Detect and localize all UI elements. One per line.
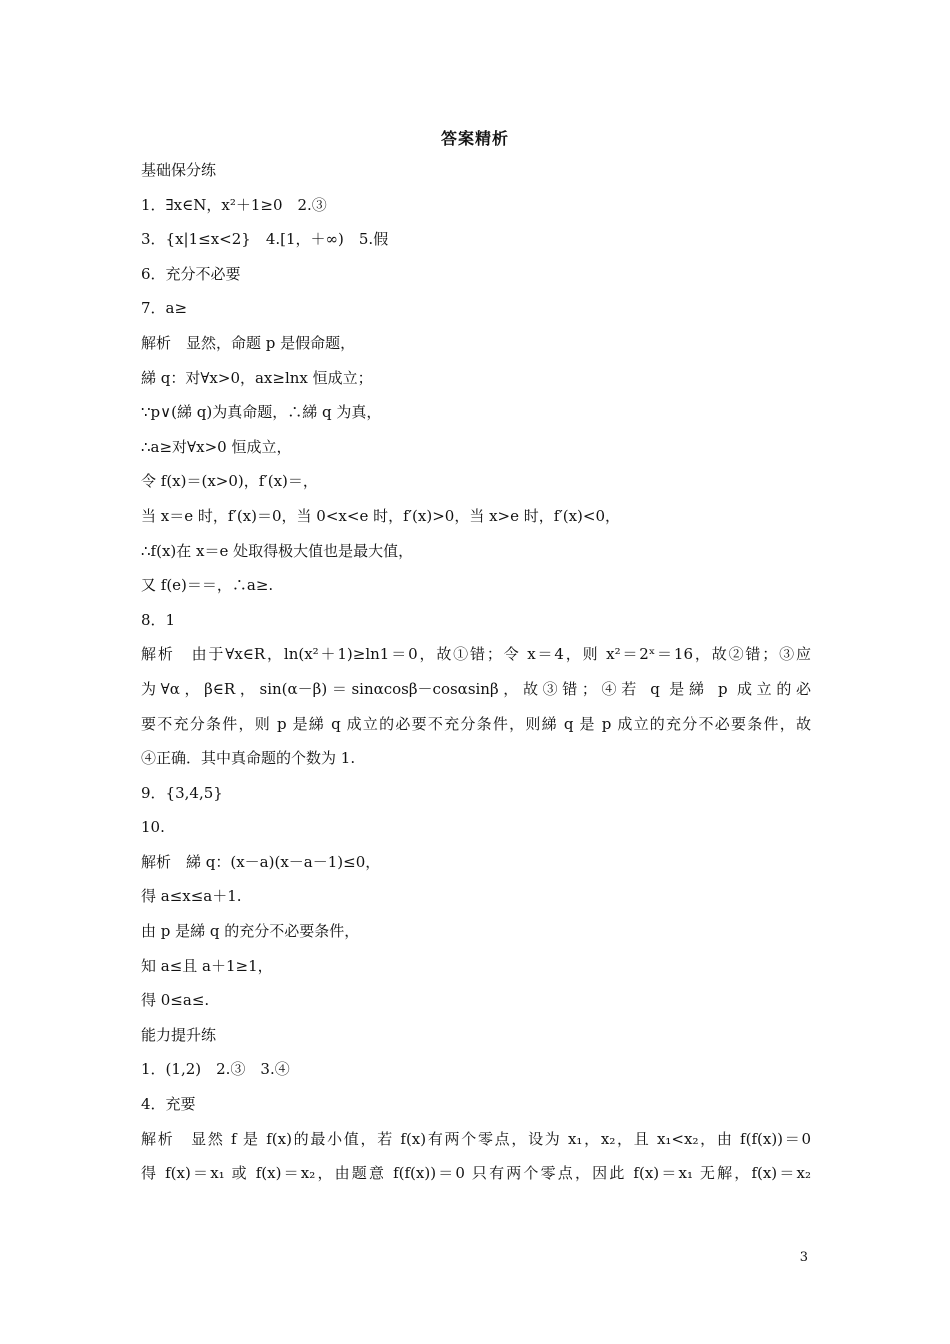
text-line: 基础保分练: [141, 161, 217, 179]
text-line: 得 0≤a≤.: [141, 991, 210, 1010]
text-line: 又 f(e)＝＝，∴a≥.: [141, 576, 274, 595]
page-title: 答案精析: [440, 129, 509, 148]
text-line: 7．a≥: [141, 299, 188, 318]
text-line: 解析 由于∀x∈R，ln(x²＋1)≥ln1＝0，故①错；令 x＝4，则 x²＝2ˣ＝16，故②错；③应: [141, 645, 811, 664]
text-line: ④正确．其中真命题的个数为 1.: [141, 749, 356, 768]
text-line: 1．(1,2) 2.③ 3.④: [141, 1060, 290, 1079]
text-line: 10.: [141, 818, 165, 837]
text-line: ∵p∨(綈 q)为真命题，∴綈 q 为真，: [141, 403, 382, 422]
answer-body: [141, 153, 811, 1191]
text-line: 3．{x|1≤x<2} 4.[1，＋∞) 5.假: [141, 230, 389, 249]
page-number: 3: [799, 1250, 808, 1265]
text-line: 要不充分条件，则 p 是綈 q 成立的必要不充分条件，则綈 q 是 p 成立的充分不必要条件，故: [141, 714, 811, 733]
text-line: 得 a≤x≤a＋1.: [141, 887, 242, 906]
text-line: 9．{3,4,5}: [141, 783, 223, 802]
text-line: ∴f(x)在 x＝e 处取得极大值也是最大值，: [141, 541, 414, 560]
text-line: 当 x＝e 时，f′(x)＝0，当 0<x<e 时，f′(x)>0，当 x>e 时，f′(x)<0，: [141, 506, 620, 525]
text-line: 1．∃x∈N，x²＋1≥0 2.③: [141, 195, 327, 214]
text-line: 知 a≤且 a＋1≥1，: [141, 956, 273, 975]
text-line: 得 f(x)＝x₁ 或 f(x)＝x₂，由题意 f(f(x))＝0 只有两个零点，因此 f(x)＝x₁ 无解，f(x)＝x₂: [141, 1164, 811, 1183]
text-line: 解析 綈 q：(x－a)(x－a－1)≤0，: [141, 852, 381, 871]
text-line: 6．充分不必要: [141, 264, 241, 283]
text-line: 能力提升练: [141, 1025, 217, 1044]
text-line: ∴a≥对∀x>0 恒成立，: [141, 437, 292, 456]
text-line: 8．1: [141, 610, 176, 629]
text-line: 4．充要: [141, 1095, 196, 1114]
text-line: 为∀α，β∈R，sin(α－β)＝sinαcosβ－cosαsinβ，故③错；④若 q 是綈 p 成立的必: [141, 679, 811, 698]
text-line: 綈 q：对∀x>0，ax≥lnx 恒成立；: [141, 368, 373, 387]
text-line: 解析 显然 f 是 f(x)的最小值，若 f(x)有两个零点，设为 x₁，x₂，且 x₁<x₂，由 f(f(x))＝0: [141, 1129, 811, 1148]
text-line: 由 p 是綈 q 的充分不必要条件，: [141, 922, 360, 941]
text-line: 令 f(x)＝(x>0)，f′(x)＝，: [141, 472, 318, 491]
text-line: 解析 显然，命题 p 是假命题，: [141, 333, 356, 352]
